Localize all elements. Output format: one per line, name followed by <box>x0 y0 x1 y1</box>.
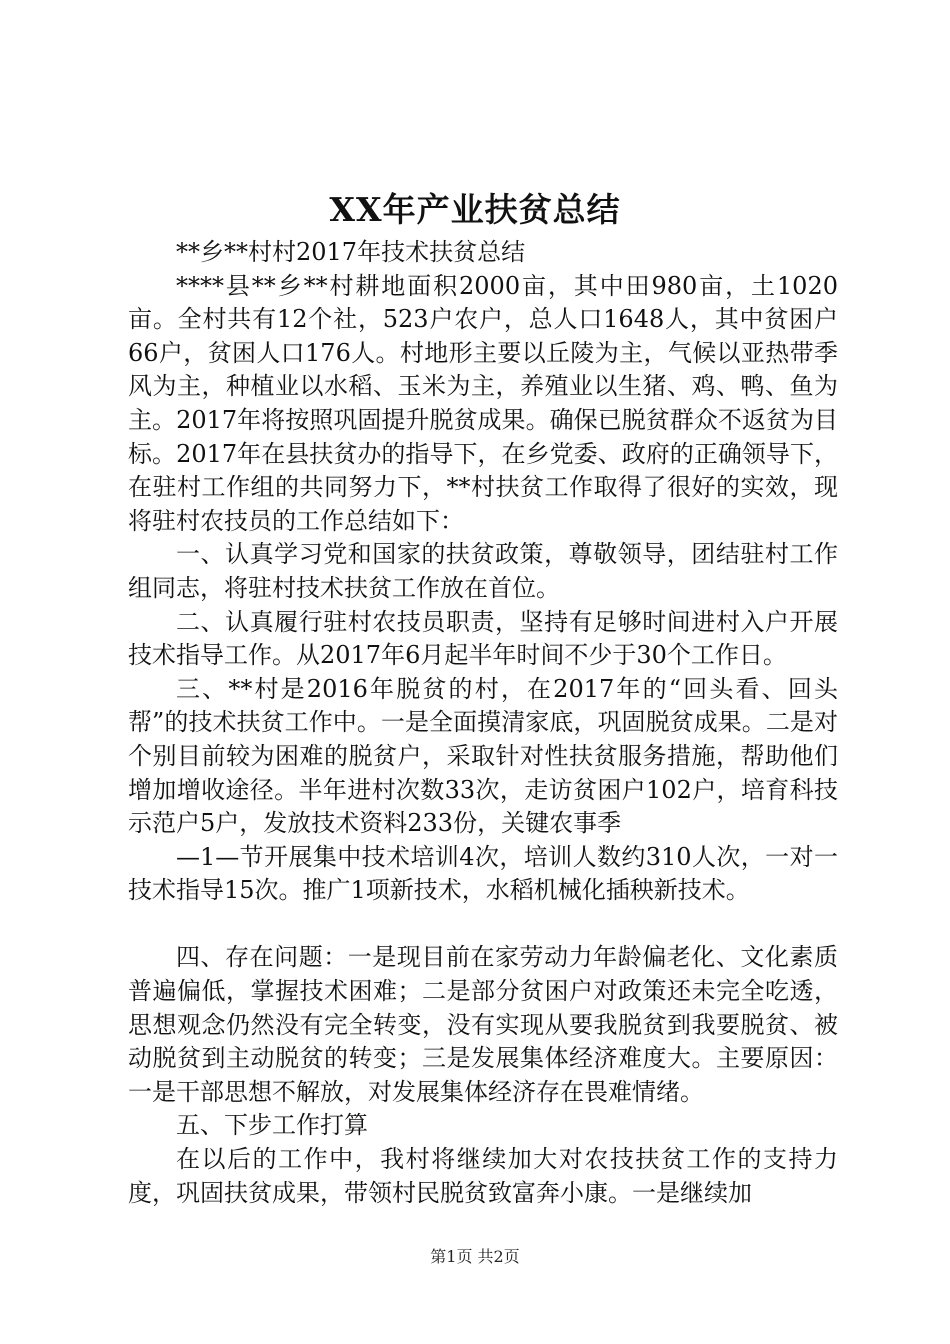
paragraph-overview: ****县**乡**村耕地面积2000亩，其中田980亩，土1020亩。全村共有12个社，523户农户，总人口1648人，其中贫困户66户，贫困人口176人。村地形主要以丘陵为主，气候以亚热带季风为主，种植业以水稻、玉米为主，养殖业以生猪、鸡、鸭、鱼为主。2017年将按照巩固提升脱贫成果。确保已脱贫群众不返贫为目标。2017年在县扶贫办的指导下，在乡党委、政府的正确领导下，在驻村工作组的共同努力下，**村扶贫工作取得了很好的实效，现将驻村农技员的工作总结如下： <box>128 271 838 535</box>
paragraph-section-4: 四、存在问题：一是现目前在家劳动力年龄偏老化、文化素质普遍偏低，掌握技术困难；二是部分贫困户对政策还未完全吃透，思想观念仍然没有完全转变，没有实现从要我脱贫到我要脱贫、被动脱贫到主动脱贫的转变；三是发展集体经济难度大。主要原因：一是干部思想不解放，对发展集体经济存在畏难情绪。 <box>128 943 838 1106</box>
paragraph-section-5: 在以后的工作中，我村将继续加大对农技扶贫工作的支持力度，巩固扶贫成果，带领村民脱贫致富奔小康。一是继续加 <box>128 1145 838 1207</box>
page-title: XX年产业扶贫总结 <box>329 190 621 229</box>
paragraph-section-2: 二、认真履行驻村农技员职责，坚持有足够时间进村入户开展技术指导工作。从2017年6月起半年时间不少于30个工作日。 <box>128 607 838 670</box>
paragraph-section-3-continued: —1—节开展集中技术培训4次，培训人数约310人次，一对一技术指导15次。推广1项新技术，水稻机械化插秧新技术。 <box>128 842 838 905</box>
page-number-footer: 第1页 共2页 <box>430 1247 520 1266</box>
paragraph-section-1: 一、认真学习党和国家的扶贫政策，尊敬领导，团结驻村工作组同志，将驻村技术扶贫工作放在首位。 <box>128 540 838 602</box>
paragraph-section-3: 三、**村是2016年脱贫的村，在2017年的“回头看、回头帮”的技术扶贫工作中。一是全面摸清家底，巩固脱贫成果。二是对个别目前较为困难的脱贫户，采取针对性扶贫服务措施，帮助他们增加增收途径。半年进村次数33次，走访贫困户102户，培育科技示范户5户，发放技术资料233份，关键农事季 <box>128 674 838 838</box>
document-body <box>128 236 838 1210</box>
paragraph-subtitle: **乡**村村2017年技术扶贫总结 <box>176 238 526 266</box>
paragraph-section-5-heading: 五、下步工作打算 <box>176 1111 368 1140</box>
